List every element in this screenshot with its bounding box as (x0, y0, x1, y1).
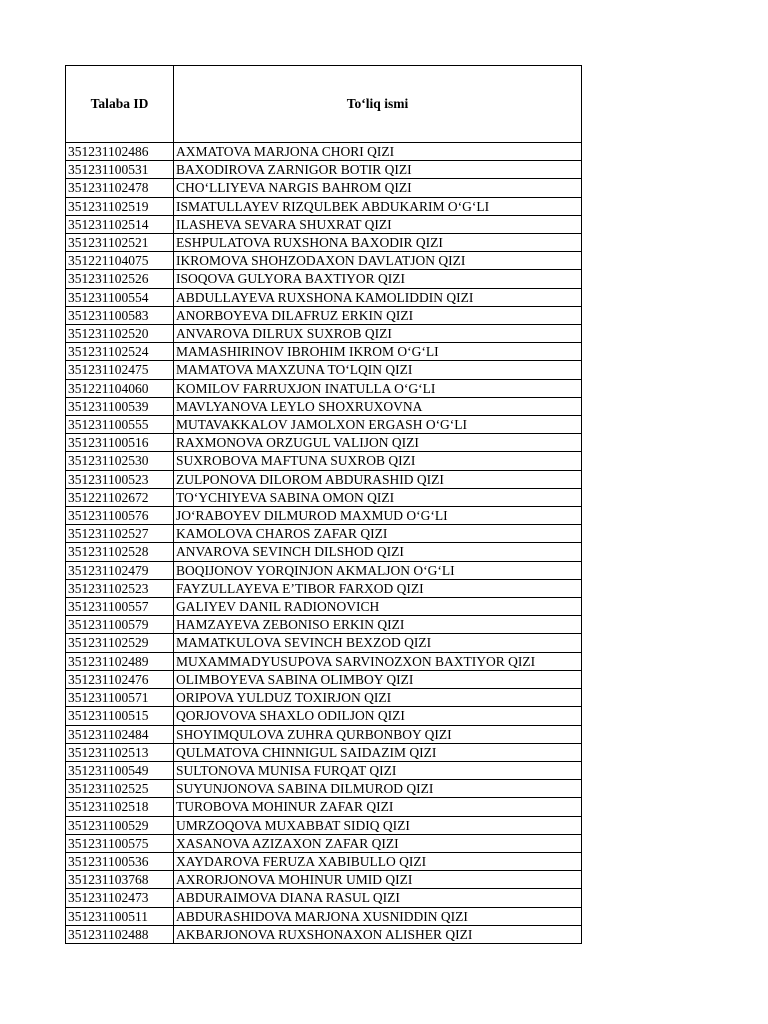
table-row (66, 725, 582, 743)
student-name-cell: MUXAMMADYUSUPOVA SARVINOZXON BAXTIYOR QIZI (174, 652, 582, 670)
table-row (66, 270, 582, 288)
student-id-cell: 351231102529 (66, 634, 174, 652)
student-id-cell: 351231102520 (66, 325, 174, 343)
student-name-cell: BOQIJONOV YORQINJON AKMALJON O‘G‘LI (174, 561, 582, 579)
student-name-cell: ANVAROVA DILRUX SUXROB QIZI (174, 325, 582, 343)
student-id-cell: 351231100523 (66, 470, 174, 488)
table-row (66, 652, 582, 670)
student-id-cell: 351231102518 (66, 798, 174, 816)
student-id-cell: 351231102486 (66, 143, 174, 161)
student-name-cell: MAMASHIRINOV IBROHIM IKROM O‘G‘LI (174, 343, 582, 361)
student-name-cell: SHOYIMQULOVA ZUHRA QURBONBOY QIZI (174, 725, 582, 743)
table-row (66, 416, 582, 434)
student-id-cell: 351231102478 (66, 179, 174, 197)
table-row (66, 288, 582, 306)
table-row (66, 397, 582, 415)
student-name-cell: ABDURAIMOVA DIANA RASUL QIZI (174, 889, 582, 907)
student-id-cell: 351231100571 (66, 689, 174, 707)
table-row (66, 252, 582, 270)
student-name-cell: GALIYEV DANIL RADIONOVICH (174, 598, 582, 616)
student-id-cell: 351231102526 (66, 270, 174, 288)
student-name-cell: ISOQOVA GULYORA BAXTIYOR QIZI (174, 270, 582, 288)
student-name-cell: TO‘YCHIYEVA SABINA OMON QIZI (174, 488, 582, 506)
table-row (66, 780, 582, 798)
student-name-cell: QULMATOVA CHINNIGUL SAIDAZIM QIZI (174, 743, 582, 761)
student-id-cell: 351231102514 (66, 215, 174, 233)
student-id-cell: 351231100529 (66, 816, 174, 834)
table-row (66, 525, 582, 543)
student-id-cell: 351231100579 (66, 616, 174, 634)
table-row (66, 798, 582, 816)
table-row (66, 834, 582, 852)
student-name-cell: ABDULLAYEVA RUXSHONA KAMOLIDDIN QIZI (174, 288, 582, 306)
student-name-cell: BAXODIROVA ZARNIGOR BOTIR QIZI (174, 161, 582, 179)
roster-body (66, 143, 582, 944)
student-name-cell: SULTONOVA MUNISA FURQAT QIZI (174, 761, 582, 779)
student-name-cell: CHO‘LLIYEVA NARGIS BAHROM QIZI (174, 179, 582, 197)
table-row (66, 379, 582, 397)
table-row (66, 871, 582, 889)
student-name-cell: ABDURASHIDOVA MARJONA XUSNIDDIN QIZI (174, 907, 582, 925)
student-name-cell: QORJOVOVA SHAXLO ODILJON QIZI (174, 707, 582, 725)
table-row (66, 452, 582, 470)
table-row (66, 197, 582, 215)
student-name-cell: RAXMONOVA ORZUGUL VALIJON QIZI (174, 434, 582, 452)
student-name-cell: ISMATULLAYEV RIZQULBEK ABDUKARIM O‘G‘LI (174, 197, 582, 215)
student-name-cell: AXRORJONOVA MOHINUR UMID QIZI (174, 871, 582, 889)
student-id-cell: 351231100549 (66, 761, 174, 779)
table-row (66, 434, 582, 452)
student-name-cell: ANVAROVA SEVINCH DILSHOD QIZI (174, 543, 582, 561)
student-id-cell: 351231102519 (66, 197, 174, 215)
student-roster-table (65, 65, 582, 944)
student-name-cell: FAYZULLAYEVA E’TIBOR FARXOD QIZI (174, 579, 582, 597)
student-id-cell: 351231100511 (66, 907, 174, 925)
student-id-cell: 351231100583 (66, 306, 174, 324)
table-row (66, 670, 582, 688)
table-row (66, 543, 582, 561)
student-id-cell: 351221104060 (66, 379, 174, 397)
student-name-cell: SUYUNJONOVA SABINA DILMUROD QIZI (174, 780, 582, 798)
student-name-cell: JO‘RABOYEV DILMUROD MAXMUD O‘G‘LI (174, 507, 582, 525)
student-roster-sheet (65, 65, 581, 944)
student-name-cell: MUTAVAKKALOV JAMOLXON ERGASH O‘G‘LI (174, 416, 582, 434)
student-name-cell: AKBARJONOVA RUXSHONAXON ALISHER QIZI (174, 925, 582, 943)
table-row (66, 761, 582, 779)
student-name-cell: MAMATOVA MAXZUNA TO‘LQIN QIZI (174, 361, 582, 379)
student-id-cell: 351231102530 (66, 452, 174, 470)
student-id-cell: 351231102473 (66, 889, 174, 907)
table-row (66, 306, 582, 324)
student-name-cell: ZULPONOVA DILOROM ABDURASHID QIZI (174, 470, 582, 488)
table-row (66, 889, 582, 907)
student-id-cell: 351231102521 (66, 234, 174, 252)
student-id-cell: 351231102513 (66, 743, 174, 761)
student-id-cell: 351231100531 (66, 161, 174, 179)
student-id-cell: 351231103768 (66, 871, 174, 889)
student-id-cell: 351231100557 (66, 598, 174, 616)
student-id-cell: 351231100536 (66, 852, 174, 870)
student-name-cell: KOMILOV FARRUXJON INATULLA O‘G‘LI (174, 379, 582, 397)
student-id-cell: 351231102479 (66, 561, 174, 579)
student-id-cell: 351231100516 (66, 434, 174, 452)
column-header-full-name: To‘liq ismi (174, 66, 582, 143)
table-row (66, 361, 582, 379)
student-id-cell: 351231100554 (66, 288, 174, 306)
column-header-student-id: Talaba ID (66, 66, 174, 143)
student-id-cell: 351231102525 (66, 780, 174, 798)
table-row (66, 161, 582, 179)
student-name-cell: OLIMBOYEVA SABINA OLIMBOY QIZI (174, 670, 582, 688)
student-id-cell: 351221104075 (66, 252, 174, 270)
table-row (66, 634, 582, 652)
student-name-cell: IKROMOVA SHOHZODAXON DAVLATJON QIZI (174, 252, 582, 270)
table-row (66, 907, 582, 925)
table-row (66, 743, 582, 761)
table-row (66, 925, 582, 943)
student-id-cell: 351231102528 (66, 543, 174, 561)
student-id-cell: 351231102524 (66, 343, 174, 361)
student-id-cell: 351231100555 (66, 416, 174, 434)
table-row (66, 598, 582, 616)
student-id-cell: 351231102476 (66, 670, 174, 688)
student-name-cell: MAVLYANOVA LEYLO SHOXRUXOVNA (174, 397, 582, 415)
table-row (66, 143, 582, 161)
student-id-cell: 351231102489 (66, 652, 174, 670)
table-row (66, 488, 582, 506)
table-row (66, 616, 582, 634)
table-row (66, 234, 582, 252)
table-row (66, 343, 582, 361)
table-row (66, 325, 582, 343)
student-id-cell: 351231100539 (66, 397, 174, 415)
student-name-cell: KAMOLOVA CHAROS ZAFAR QIZI (174, 525, 582, 543)
student-id-cell: 351231102488 (66, 925, 174, 943)
student-id-cell: 351231102484 (66, 725, 174, 743)
student-name-cell: ANORBOYEVA DILAFRUZ ERKIN QIZI (174, 306, 582, 324)
student-name-cell: HAMZAYEVA ZEBONISO ERKIN QIZI (174, 616, 582, 634)
student-id-cell: 351221102672 (66, 488, 174, 506)
table-row (66, 179, 582, 197)
table-row (66, 215, 582, 233)
table-row (66, 816, 582, 834)
table-row (66, 507, 582, 525)
student-name-cell: XASANOVA AZIZAXON ZAFAR QIZI (174, 834, 582, 852)
student-name-cell: MAMATKULOVA SEVINCH BEXZOD QIZI (174, 634, 582, 652)
student-name-cell: ORIPOVA YULDUZ TOXIRJON QIZI (174, 689, 582, 707)
header-row (66, 66, 582, 143)
table-row (66, 689, 582, 707)
student-id-cell: 351231100575 (66, 834, 174, 852)
student-name-cell: XAYDAROVA FERUZA XABIBULLO QIZI (174, 852, 582, 870)
student-name-cell: AXMATOVA MARJONA CHORI QIZI (174, 143, 582, 161)
student-name-cell: ESHPULATOVA RUXSHONA BAXODIR QIZI (174, 234, 582, 252)
student-name-cell: ILASHEVA SEVARA SHUXRAT QIZI (174, 215, 582, 233)
student-id-cell: 351231100576 (66, 507, 174, 525)
student-id-cell: 351231102523 (66, 579, 174, 597)
table-row (66, 470, 582, 488)
student-name-cell: TUROBOVA MOHINUR ZAFAR QIZI (174, 798, 582, 816)
student-name-cell: SUXROBOVA MAFTUNA SUXROB QIZI (174, 452, 582, 470)
table-row (66, 707, 582, 725)
table-row (66, 852, 582, 870)
table-row (66, 561, 582, 579)
student-id-cell: 351231102475 (66, 361, 174, 379)
student-id-cell: 351231100515 (66, 707, 174, 725)
student-name-cell: UMRZOQOVA MUXABBAT SIDIQ QIZI (174, 816, 582, 834)
table-row (66, 579, 582, 597)
student-id-cell: 351231102527 (66, 525, 174, 543)
